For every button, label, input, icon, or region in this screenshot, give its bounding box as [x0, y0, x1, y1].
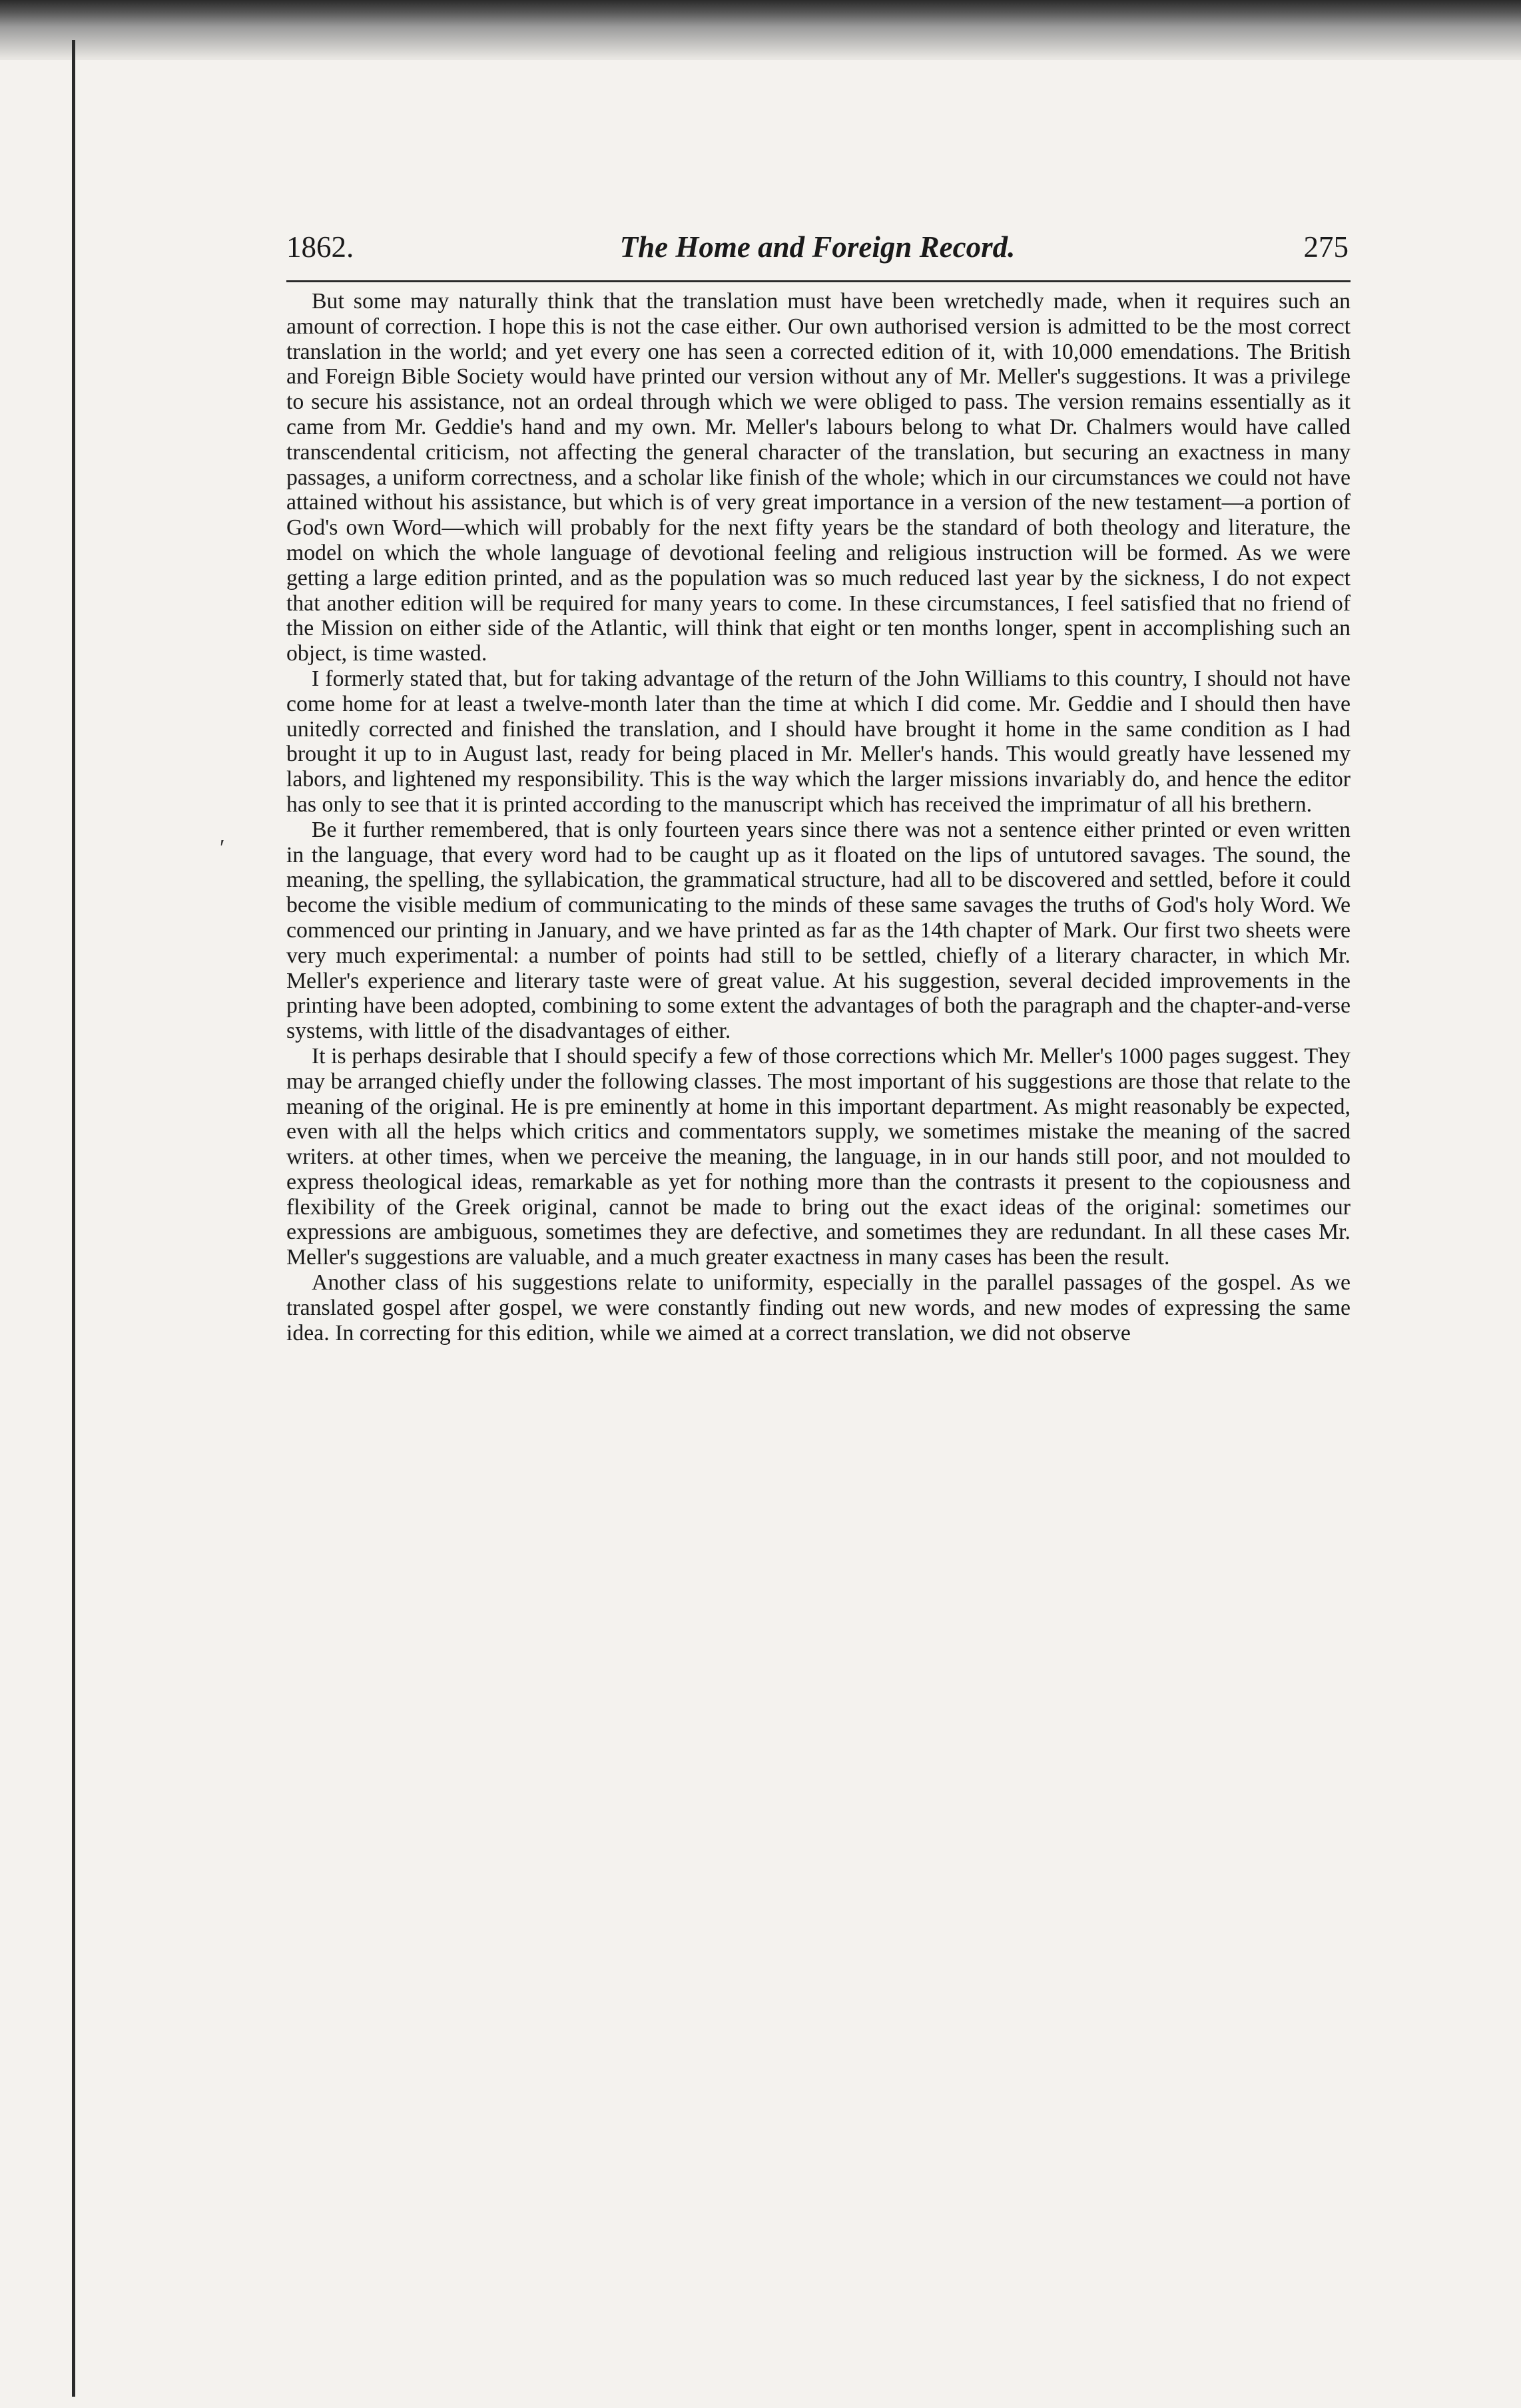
running-header [286, 230, 1349, 276]
page-number: 275 [1303, 230, 1349, 264]
paragraph: I formerly stated that, but for taking advantage of the return of the John Williams to this country, I should not have come home for at least a twelve-month later than the time at which I did come. Mr. Geddie and I should then have unitedly corrected and finished the translation, and I should have brought it home in the same condition as I had brought it up to in August last, ready for being placed in Mr. Meller's hands. This would greatly have lessened my labors, and lightened my responsibility. This is the way which the larger missions invariably do, and hence the editor has only to see that it is printed according to the manuscript which has received the imprimatur of all his brethern. [286, 666, 1351, 817]
article-body [286, 289, 1351, 1345]
journal-title: The Home and Foreign Record. [619, 230, 1016, 264]
scan-top-edge [0, 0, 1521, 60]
paragraph: Be it further remembered, that is only fourteen years since there was not a sentence either printed or even written in the language, that every word had to be caught up as it floated on the lips of untutored savages. The sound, the meaning, the spelling, the syllabication, the grammatical structure, had all to be discovered and settled, before it could become the visible medium of communicating to the minds of these same savages the truths of God's holy Word. We commenced our printing in January, and we have printed as far as the 14th chapter of Mark. Our first two sheets were very much experimental: a number of points had still to be settled, chiefly of a literary character, in which Mr. Meller's experience and literary taste were of great value. At his suggestion, several decided improvements in the printing have been adopted, combining to some extent the advantages of both the paragraph and the chapter-and-verse systems, with little of the disadvantages of either. [286, 817, 1351, 1044]
margin-mark: ′ [220, 836, 225, 860]
page-binding-edge [72, 40, 75, 2397]
paragraph: Another class of his suggestions relate to uniformity, especially in the parallel passages of the gospel. As we translated gospel after gospel, we were constantly finding out new words, and new modes of expressing the same idea. In correcting for this edition, while we aimed at a correct translation, we did not observe [286, 1270, 1351, 1345]
paragraph: It is perhaps desirable that I should specify a few of those corrections which Mr. Meller's 1000 pages suggest. They may be arranged chiefly under the following classes. The most important of his suggestions are those that relate to the meaning of the original. He is pre eminently at home in this important department. As might reasonably be expected, even with all the helps which critics and commentators supply, we sometimes mistake the meaning of the sacred writers. at other times, when we perceive the meaning, the language, in in our hands still poor, and not moulded to express theological ideas, remarkable as yet for nothing more than the contrasts it present to the copiousness and flexibility of the Greek original, cannot be made to bring out the exact ideas of the original: sometimes our expressions are ambiguous, sometimes they are defective, and sometimes they are redundant. In all these cases Mr. Meller's suggestions are valuable, and a much greater exactness in many cases has been the result. [286, 1043, 1351, 1270]
header-rule [286, 280, 1351, 282]
header-year: 1862. [286, 230, 354, 264]
paragraph: But some may naturally think that the translation must have been wretchedly made, when it requires such an amount of correction. I hope this is not the case either. Our own authorised version is admitted to be the most correct translation in the world; and yet every one has seen a corrected edition of it, with 10,000 emendations. The British and Foreign Bible Society would have printed our version without any of Mr. Meller's suggestions. It was a privilege to secure his assistance, not an ordeal through which we were obliged to pass. The version remains essentially as it came from Mr. Geddie's hand and my own. Mr. Meller's labours belong to what Dr. Chalmers would have called transcendental criticism, not affecting the general character of the translation, but securing an exactness in many passages, a uniform correctness, and a scholar like finish of the whole; which in our circumstances we could not have attained without his assistance, but which is of very great importance in a version of the new testament—a portion of God's own Word—which will probably for the next fifty years be the standard of both theology and literature, the model on which the whole language of devotional feeling and religious instruction will be formed. As we were getting a large edition printed, and as the population was so much reduced last year by the sickness, I do not expect that another edition will be required for many years to come. In these circumstances, I feel satisfied that no friend of the Mission on either side of the Atlantic, will think that eight or ten months longer, spent in accomplishing such an object, is time wasted. [286, 289, 1351, 666]
